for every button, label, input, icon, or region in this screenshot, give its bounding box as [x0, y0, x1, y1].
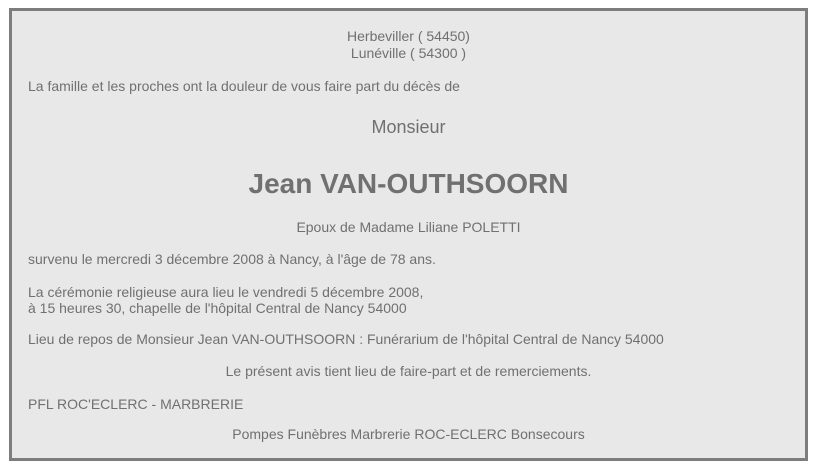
deceased-name: Jean VAN-OUTHSOORN	[248, 168, 569, 199]
death-details: survenu le mercredi 3 décembre 2008 à Nancy, à l'âge de 78 ans.	[28, 251, 436, 267]
ceremony-line-2: à 15 heures 30, chapelle de l'hôpital Central de Nancy 54000	[28, 300, 407, 316]
place-herbeviller: Herbeviller ( 54450)	[347, 28, 470, 44]
civilite: Monsieur	[371, 117, 446, 137]
funeral-company-short: PFL ROC'ECLERC - MARBRERIE	[28, 396, 244, 412]
funeral-company-full: Pompes Funèbres Marbrerie ROC-ECLERC Bonsecours	[232, 426, 585, 442]
ceremony-line-1: La cérémonie religieuse aura lieu le vendredi 5 décembre 2008,	[28, 284, 424, 300]
notice-mention: Le présent avis tient lieu de faire-part et de remerciements.	[225, 363, 592, 379]
death-notice-card	[9, 8, 808, 461]
place-luneville: Lunéville ( 54300 )	[350, 45, 467, 61]
spouse-text: Epoux de Madame Liliane POLETTI	[296, 219, 521, 235]
intro-text: La famille et les proches ont la douleur de vous faire part du décès de	[28, 78, 460, 94]
rest-place-text: Lieu de repos de Monsieur Jean VAN-OUTHSOORN : Funérarium de l'hôpital Central de Nancy 54000	[28, 331, 664, 347]
